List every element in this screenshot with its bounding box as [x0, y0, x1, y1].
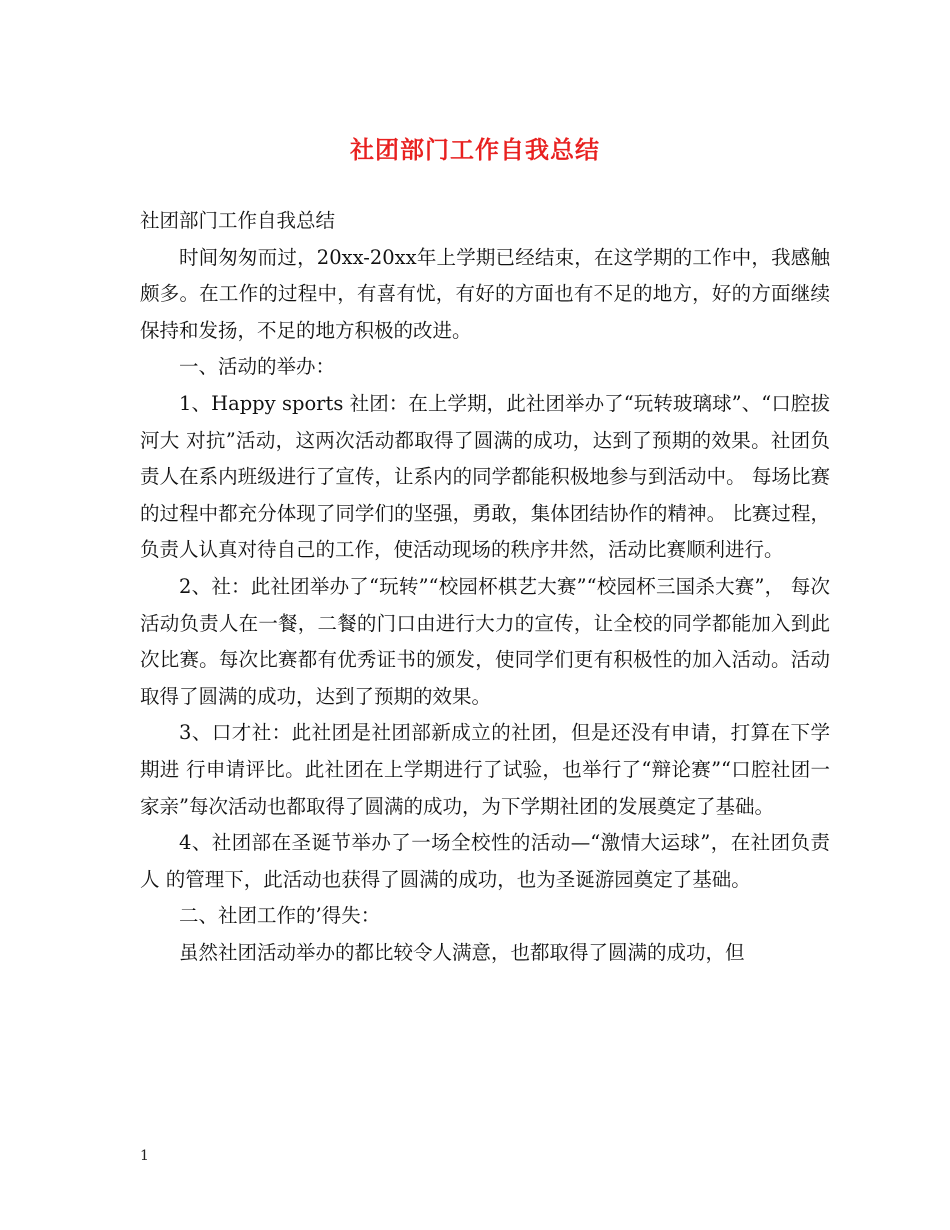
paragraph-item-2: 2、社：此社团举办了“玩转”“校园杯棋艺大赛”“校园杯三国杀大赛”， 每次活动负责人在一餐，二餐的门口由进行大力的宣传，让全校的同学都能加入到此次比赛。每次比赛都有优秀证书的颁发，使同学们更有积极性的加入活动。活动取得了圆满的成功，达到了预期的效果。	[140, 574, 830, 708]
document-title: 社团部门工作自我总结	[350, 135, 600, 164]
section-heading-gains-losses: 二、社团工作的’得失：	[179, 904, 381, 928]
page-number: 1	[140, 1148, 149, 1164]
section-heading-activities: 一、活动的举办：	[179, 355, 336, 379]
document-body	[140, 203, 830, 971]
paragraph-intro: 时间匆匆而过，20xx-20xx年上学期已经结束，在这学期的工作中，我感触颇多。在工作的过程中，有喜有忧，有好的方面也有不足的地方，好的方面继续保持和发扬，不足的地方积极的改进。	[140, 245, 830, 342]
paragraph-gains-losses: 虽然社团活动举办的都比较令人满意，也都取得了圆满的成功，但	[179, 940, 745, 964]
paragraph-item-3: 3、口才社：此社团是社团部新成立的社团，但是还没有申请，打算在下学期进 行申请评比。此社团在上学期进行了试验，也举行了“辩论赛”“口腔社团一家亲”每次活动也都取得了圆满的成功，为下学期社团的发展奠定了基础。	[140, 721, 830, 818]
body-heading: 社团部门工作自我总结	[140, 209, 336, 232]
paragraph-item-1: 1、Happy sports 社团：在上学期，此社团举办了“玩转玻璃球”、“口腔拔河大 对抗”活动，这两次活动都取得了圆满的成功，达到了预期的效果。社团负责人在系内班级进行了宣传，让系内的同学都能积极地参与到活动中。 每场比赛的过程中都充分体现了同学们的坚强，勇敢，集体团结协作的精神。 比赛过程，负责人认真对待自己的工作，使活动现场的秩序井然，活动比赛顺利进行。	[140, 391, 830, 562]
paragraph-item-4: 4、社团部在圣诞节举办了一场全校性的活动—“激情大运球”，在社团负责人 的管理下，此活动也获得了圆满的成功，也为圣诞游园奠定了基础。	[140, 831, 830, 891]
